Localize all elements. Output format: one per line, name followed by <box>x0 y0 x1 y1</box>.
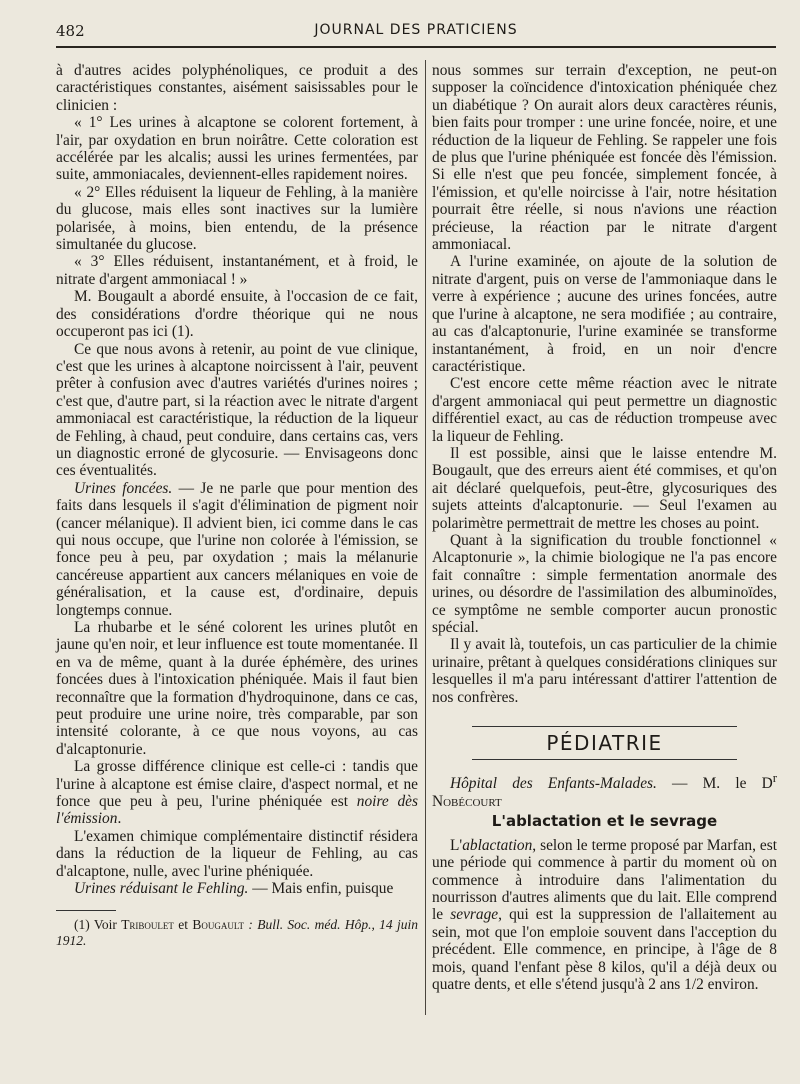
page-header <box>56 22 776 46</box>
paragraph: à d'autres acides polyphénoliques, ce produit a des caractéristiques constantes, aisément saisissables pour le clinicien : <box>56 62 418 114</box>
paragraph-text: La grosse différence clinique est celle-ci : tandis que l'urine à alcaptone est émise claire, d'aspect normal, et ne fonce que peu à peu, l'urine phéniquée est <box>56 758 418 811</box>
subheading-urines-foncees: Urines foncées. <box>74 479 173 497</box>
hospital-line <box>432 770 777 810</box>
section-rule-bottom <box>472 759 737 760</box>
right-column <box>432 62 777 993</box>
page-number: 482 <box>56 22 85 40</box>
column-divider <box>425 60 426 1015</box>
paragraph <box>56 758 418 828</box>
paragraph-text: , qui est la suppression de l'allaitement au sein, mot que l'on emploie souvent dans l'acception du précédent. Elle commence, en principe, à l'âge de 8 mois, quand l'enfant pèse 8 kilos, qu'il a déjà deux ou quatre dents, et elle s'étend jusqu'à 2 ans 1/2 environ. <box>432 906 777 994</box>
footnote-reference: : Bull. Soc. méd. Hôp., 14 juin 1912. <box>56 916 418 948</box>
paragraph: Quant à la signification du trouble fonctionnel « Alcaptonurie », la chimie biologique ne l'a pas encore fait connaître : simple fermentation anormale des urines, ou désordre de l'assimilation des albuminoïdes, ce symptôme ne semble comporter aucun pronostic spécial. <box>432 531 777 636</box>
paragraph <box>56 480 418 619</box>
paragraph-text: — Je ne parle que pour mention des faits dans lesquels il s'agit d'élimination de pigment noir (cancer mélanique). Il advient bien, ici comme dans le cas qui nous occupe, que l'urine non colorée à l'émission, se fonce peu à peu, par oxydation ; mais la mélanurie cancéreuse appartient aux cancers mélaniques en voie de généralisation, et la cause est, d'ordinaire, depuis longtemps connue. <box>56 479 418 619</box>
paragraph: A l'urine examinée, on ajoute de la solution de nitrate d'argent, puis on verse de l'ammoniaque dans le verre à expérience ; aucune des urines foncées, autre que l'urine à alcaptone, ne sera modifiée ; au contraire, au cas d'alcaptonurie, l'urine examinée se transforme instantanément, à froid, en un noir d'encre caractéristique. <box>432 253 777 375</box>
paragraph: « 1° Les urines à alcaptone se colorent fortement, à l'air, par oxydation en brun noirâtre. Cette coloration est accélérée par les alcalis; aussi les urines fermentées, par suite, ammoniacales, deviennent-elles rapidement noires. <box>56 114 418 184</box>
paragraph: nous sommes sur terrain d'exception, ne peut-on supposer la coïncidence d'intoxication phéniquée chez un diabétique ? On aurait alors deux caractères réunis, bien faits pour tromper : une urine foncée, noire, et une réduction de la liqueur de Fehling. Se rappeler une fois de plus que l'urine phéniquée est foncée dès l'émission. Si elle n'est que peu foncée, simplement foncée, à l'émission, et qu'elle noircisse à l'air, notre hésitation pourrait être réelle, si nous n'avions une réaction précieuse, la réaction par le nitrate d'argent ammoniacal. <box>432 62 777 254</box>
article-subtitle: L'ablactation et le sevrage <box>491 812 718 831</box>
paragraph: La rhubarbe et le séné colorent les urines plutôt en jaune qu'en noir, et leur influence est toute momentanée. Il en va de même, quant à la durée éphémère, des urines foncées dues à l'intoxication phéniquée. Mais il faut bien reconnaître que la formation d'hydroquinone, dans ce cas, peut produire une urine noire, très comparable, par son intensité colorante, à ce que nous voyons, au cas d'alcaptonurie. <box>56 619 418 758</box>
footnote-text: et <box>173 916 193 932</box>
footnote <box>56 917 418 949</box>
hospital-name: Hôpital des Enfants-Malades. <box>450 775 657 793</box>
footnote-rule <box>56 910 116 911</box>
footnote-author: Triboulet <box>121 916 174 932</box>
paragraph-text: L' <box>450 836 463 854</box>
footnote-author: Bougault <box>192 916 245 932</box>
paragraph: L'examen chimique complémentaire distinctif résidera dans la réduction de la liqueur de Fehling, au cas d'alcaptone, nulle, avec l'urine phéniquée. <box>56 827 418 880</box>
paragraph-text: — Mais enfin, puisque <box>248 880 394 898</box>
section-title: PÉDIATRIE <box>546 731 663 756</box>
paragraph: « 3° Elles réduisent, instantanément, et à froid, le nitrate d'argent ammoniacal ! » <box>56 253 418 288</box>
paragraph: C'est encore cette même réaction avec le nitrate d'argent ammoniacal qui peut permettre un diagnostic différentiel exact, au cas de réduction trompeuse avec la liqueur de Fehling. <box>432 375 777 445</box>
hospital-sep: — M. le D <box>656 775 773 793</box>
journal-title: JOURNAL DES PRATICIENS <box>314 22 518 38</box>
paragraph-text: . <box>117 810 122 828</box>
emphasis: sevrage <box>450 906 499 924</box>
paragraph: « 2° Elles réduisent la liqueur de Fehling, à la manière du glucose, mais elles sont inactives sur la lumière polarisée, à moins, bien entendu, de la présence simultanée du glucose. <box>56 183 418 254</box>
emphasis: noire dès l'émission <box>56 793 418 828</box>
subheading-urines-reduisant: Urines réduisant le Fehling. <box>74 880 249 898</box>
paragraph <box>56 880 418 897</box>
doctor-name: Nobécourt <box>432 792 502 810</box>
paragraph: Il est possible, ainsi que le laisse entendre M. Bougault, que des erreurs aient été commises, et qu'on ait déclaré quelquefois, peut-être, glycosuriques des sujets atteints d'alcaptonurie. — Seul l'examen au polarimètre permettrait de mettre les choses au point. <box>432 444 777 532</box>
section-heading-box <box>432 726 777 760</box>
header-rule <box>56 46 776 48</box>
doctor-abbrev-sup: r <box>772 771 777 786</box>
paragraph: Il y avait là, toutefois, un cas particulier de la chimie urinaire, prêtant à quelques considérations cliniques sur lesquelles il m'a paru intéressant d'attirer l'attention de nos confrères. <box>432 636 777 706</box>
emphasis: ablactation <box>462 836 533 854</box>
paragraph: Ce que nous avons à retenir, au point de vue clinique, c'est que les urines à alcaptone noircissent à l'air, peuvent prêter à confusion avec d'autres variétés d'urines noires ; c'est que, d'autre part, si la réaction avec le nitrate d'argent ammoniacal est caractéristique, la réduction de la liqueur de Fehling, à chaud, peut conduire, dans certains cas, vers un diagnostic erroné de glycosurie. — Envisageons donc ces éventualités. <box>56 340 418 480</box>
left-column <box>56 62 418 949</box>
paragraph: M. Bougault a abordé ensuite, à l'occasion de ce fait, des considérations d'ordre théorique qui ne nous occuperont pas ici (1). <box>56 288 418 341</box>
footnote-text: (1) Voir <box>74 916 122 932</box>
paragraph <box>432 837 777 994</box>
paragraph-text: , selon le terme proposé par Marfan, est une période qui commence à partir du moment où on commence à introduire dans l'alimentation du nourrisson d'autres aliments que du lait. Elle comprend le <box>432 836 777 924</box>
